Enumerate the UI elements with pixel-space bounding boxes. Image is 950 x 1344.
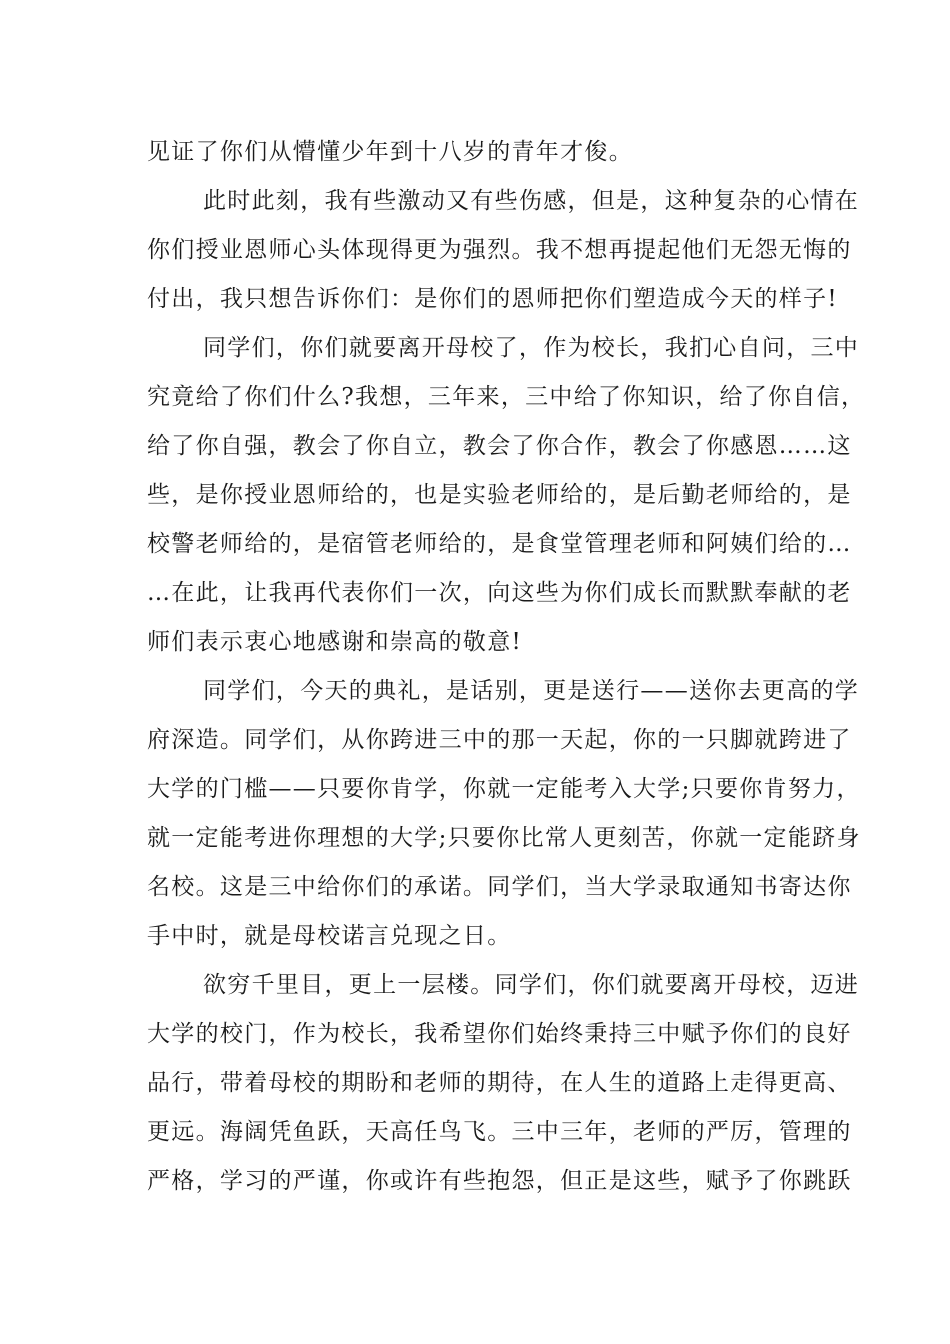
- text-line: 更远。海阔凭鱼跃，天高任鸟飞。三中三年，老师的严厉，管理的: [147, 1119, 852, 1145]
- text-line: 手中时，就是母校诺言兑现之日。: [147, 923, 512, 949]
- speech-text: [147, 128, 866, 1206]
- text-line: 此时此刻，我有些激动又有些伤感，但是，这种复杂的心情在: [203, 188, 860, 214]
- text-line: 付出，我只想告诉你们：是你们的恩师把你们塑造成今天的样子!: [147, 286, 838, 312]
- text-line: 给了你自强，教会了你自立，教会了你合作，教会了你感恩……这: [147, 433, 852, 459]
- text-line: 名校。这是三中给你们的承诺。同学们，当大学录取通知书寄达你: [147, 874, 852, 900]
- text-line: 校警老师给的，是宿管老师给的，是食堂管理老师和阿姨们给的…: [147, 531, 852, 557]
- text-line: 究竟给了你们什么?我想，三年来，三中给了你知识，给了你自信，: [147, 384, 866, 410]
- text-line: 大学的门槛——只要你肯学，你就一定能考入大学;只要你肯努力，: [147, 776, 861, 802]
- text-line: 同学们，今天的典礼，是话别，更是送行——送你去更高的学: [203, 678, 860, 704]
- text-line: 大学的校门，作为校长，我希望你们始终秉持三中赋予你们的良好: [147, 1021, 852, 1047]
- text-line: 师们表示衷心地感谢和崇高的敬意!: [147, 629, 523, 655]
- text-line: 些，是你授业恩师给的，也是实验老师给的，是后勤老师给的，是: [147, 482, 852, 508]
- text-line: 欲穷千里目，更上一层楼。同学们，你们就要离开母校，迈进: [203, 972, 860, 998]
- text-line: 同学们，你们就要离开母校了，作为校长，我扪心自问，三中: [203, 335, 860, 361]
- text-line: 就一定能考进你理想的大学;只要你比常人更刻苦，你就一定能跻身: [147, 825, 861, 851]
- text-line: 你们授业恩师心头体现得更为强烈。我不想再提起他们无怨无悔的: [147, 237, 852, 263]
- text-line: 见证了你们从懵懂少年到十八岁的青年才俊。: [147, 139, 633, 165]
- text-line: …在此，让我再代表你们一次，向这些为你们成长而默默奉献的老: [147, 580, 852, 606]
- text-line: 品行，带着母校的期盼和老师的期待，在人生的道路上走得更高、: [147, 1070, 852, 1096]
- text-line: 严格，学习的严谨，你或许有些抱怨，但正是这些，赋予了你跳跃: [147, 1168, 852, 1194]
- text-line: 府深造。同学们，从你跨进三中的那一天起，你的一只脚就跨进了: [147, 727, 852, 753]
